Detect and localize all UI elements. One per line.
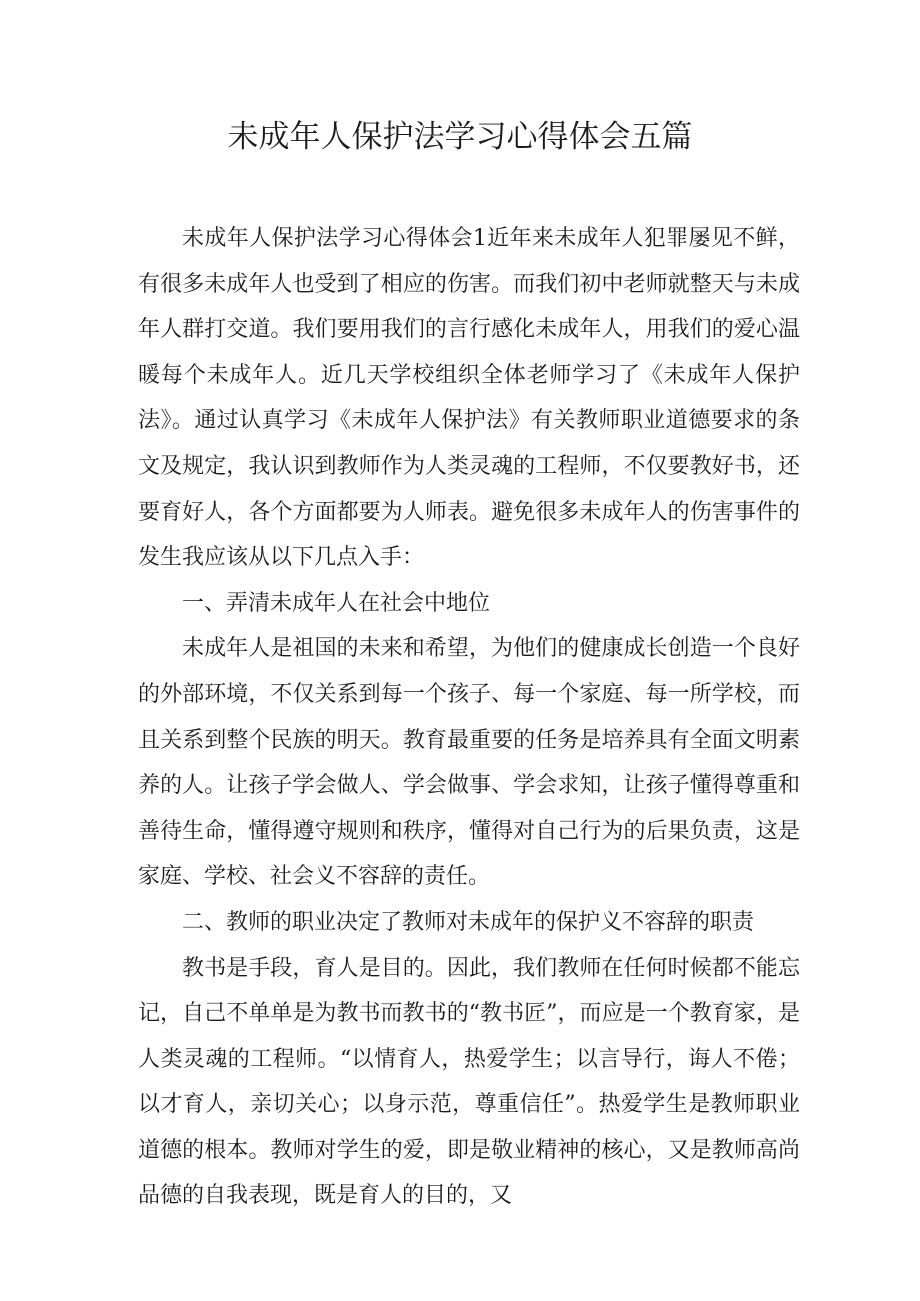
- paragraph: 未成年人保护法学习心得体会1近年来未成年人犯罪屡见不鲜，有很多未成年人也受到了相应的伤害。而我们初中老师就整天与未成年人群打交道。我们要用我们的言行感化未成年人，用我们的爱心温暖每个未成年人。近几天学校组织全体老师学习了《未成年人保护法》。通过认真学习《未成年人保护法》有关教师职业道德要求的条文及规定，我认识到教师作为人类灵魂的工程师，不仅要教好书，还要育好人，各个方面都要为人师表。避免很多未成年人的伤害事件的发生我应该从以下几点入手：: [138, 226, 800, 571]
- section-heading: 一、弄清未成年人在社会中地位: [182, 590, 491, 616]
- paragraph: 教书是手段，育人是目的。因此，我们教师在任何时候都不能忘记，自己不单单是为教书而教书的“教书匠”，而应是一个教育家，是人类灵魂的工程师。“以情育人，热爱学生；以言导行，诲人不倦；以才育人，亲切关心；以身示范，尊重信任”。热爱学生是教师职业道德的根本。教师对学生的爱，即是敬业精神的核心，又是教师高尚品德的自我表现，既是育人的目的，又: [138, 955, 800, 1209]
- paragraph: 未成年人是祖国的未来和希望，为他们的健康成长创造一个良好的外部环境，不仅关系到每一个孩子、每一个家庭、每一所学校，而且关系到整个民族的明天。教育最重要的任务是培养具有全面文明素养的人。让孩子学会做人、学会做事、学会求知，让孩子懂得尊重和善待生命，懂得遵守规则和秩序，懂得对自己行为的后果负责，这是家庭、学校、社会义不容辞的责任。: [138, 636, 800, 890]
- section-heading: 二、教师的职业决定了教师对未成年的保护义不容辞的职责: [182, 909, 755, 935]
- document-body: [138, 216, 800, 1219]
- document-title: 未成年人保护法学习心得体会五篇: [227, 119, 693, 155]
